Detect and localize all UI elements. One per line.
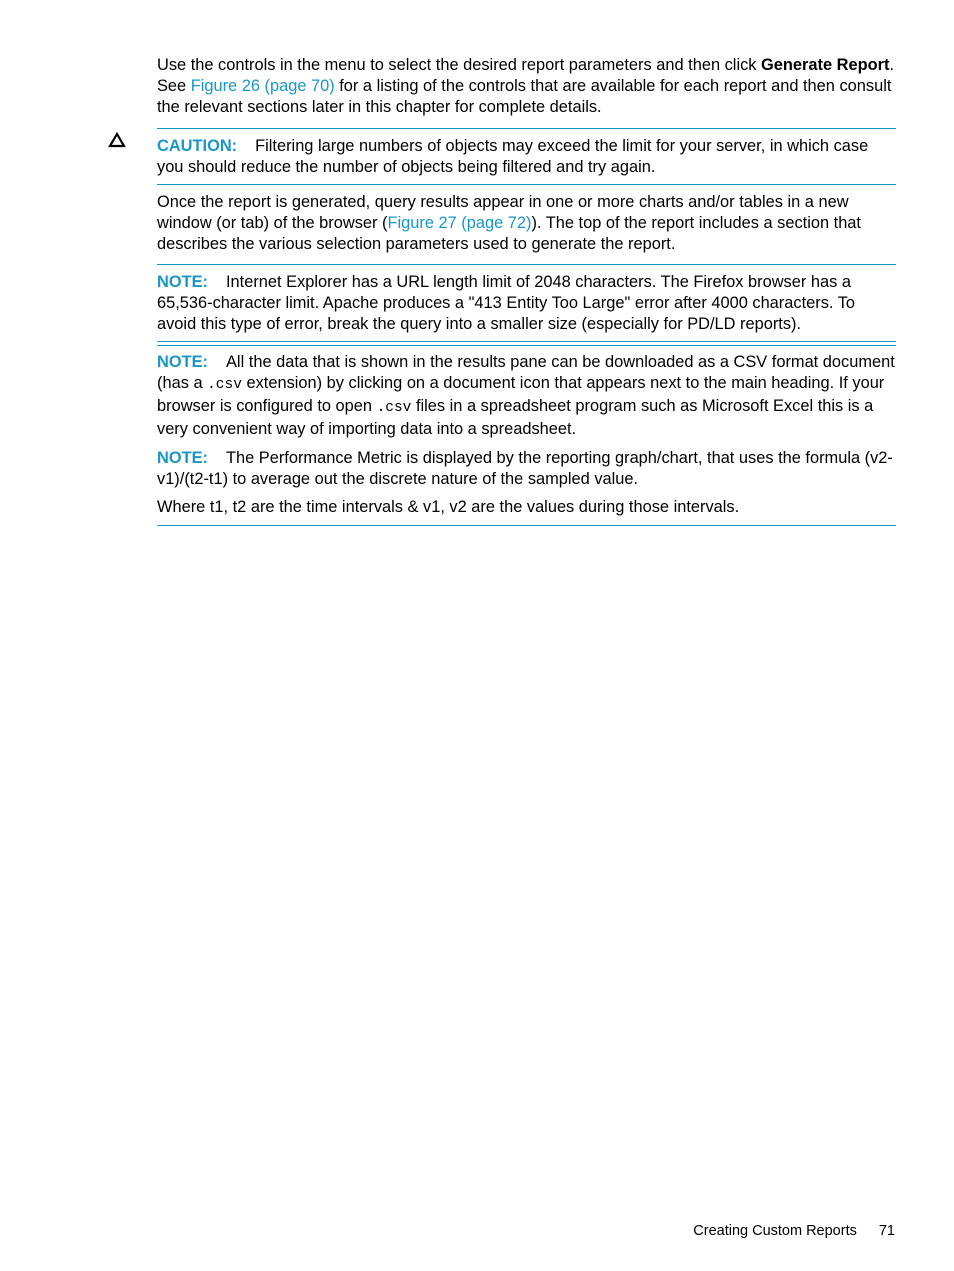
caution-block: [157, 129, 896, 184]
report-text-2: ). The top of the report includes a section that describes the various selection parameters used to generate the report.: [157, 214, 861, 253]
csv-extension-code-2: .csv: [376, 400, 412, 416]
footer-section-title: Creating Custom Reports: [693, 1223, 857, 1239]
caution-label: CAUTION:: [157, 137, 238, 155]
caution-triangle-icon: [108, 132, 126, 148]
caution-bottom-rule: [157, 184, 896, 185]
caution-text: Filtering large numbers of objects may exceed the limit for your server, in which case you should reduce the number of objects being filtered and try again.: [157, 137, 869, 176]
page-footer: [693, 1222, 895, 1240]
note2-text-3: files in a spreadsheet program such as Microsoft Excel this is a very convenient way of importing data into a spreadsheet.: [157, 397, 874, 438]
figure-26-link[interactable]: Figure 26 (page 70): [190, 77, 335, 95]
note1-text: Internet Explorer has a URL length limit of 2048 characters. The Firefox browser has a 65,536-character limit. Apache produces a "413 Entity Too Large" error after 4000 characters. To avoid this type of error, break the query into a smaller size (especially for PD/LD reports).: [157, 273, 856, 333]
note3-text: The Performance Metric is displayed by the reporting graph/chart, that uses the formula (v2-v1)/(t2-t1) to average out the discrete nature of the sampled value.: [157, 449, 893, 488]
footer-page-number: 71: [878, 1223, 895, 1239]
note2-text: All the data that is shown in the results pane can be downloaded as a CSV format document (has a: [157, 353, 895, 392]
report-text: Once the report is generated, query results appear in one or more charts and/or tables in a new window (or tab) of the browser (: [157, 193, 849, 232]
report-paragraph: [157, 192, 896, 255]
page-content: [157, 55, 896, 526]
intro-text-2: . See: [157, 56, 895, 95]
note2-label: NOTE:: [157, 353, 208, 371]
note2-paragraph: [157, 352, 896, 440]
note1-label: NOTE:: [157, 273, 208, 291]
note3-label: NOTE:: [157, 449, 208, 467]
intro-text: Use the controls in the menu to select the desired report parameters and then click: [157, 56, 762, 74]
note3-bottom-rule: [157, 525, 896, 526]
note2-text-2: extension) by clicking on a document icon that appears next to the main heading. If your browser is configured to open: [157, 374, 885, 415]
intro-paragraph: [157, 55, 896, 118]
note2-block: [157, 346, 896, 448]
figure-27-link[interactable]: Figure 27 (page 72): [387, 214, 532, 232]
note1-paragraph: [157, 272, 896, 335]
csv-extension-code: .csv: [207, 377, 242, 393]
note3-followup: Where t1, t2 are the time intervals & v1, v2 are the values during those intervals.: [157, 498, 740, 516]
note1-block: [157, 265, 896, 341]
note3-block: [157, 448, 896, 525]
note3-paragraph: [157, 448, 896, 490]
caution-paragraph: [157, 136, 896, 178]
intro-text-3: for a listing of the controls that are available for each report and then consult the relevant sections later in this chapter for complete details.: [157, 77, 892, 116]
generate-report-term: Generate Report: [761, 56, 890, 74]
